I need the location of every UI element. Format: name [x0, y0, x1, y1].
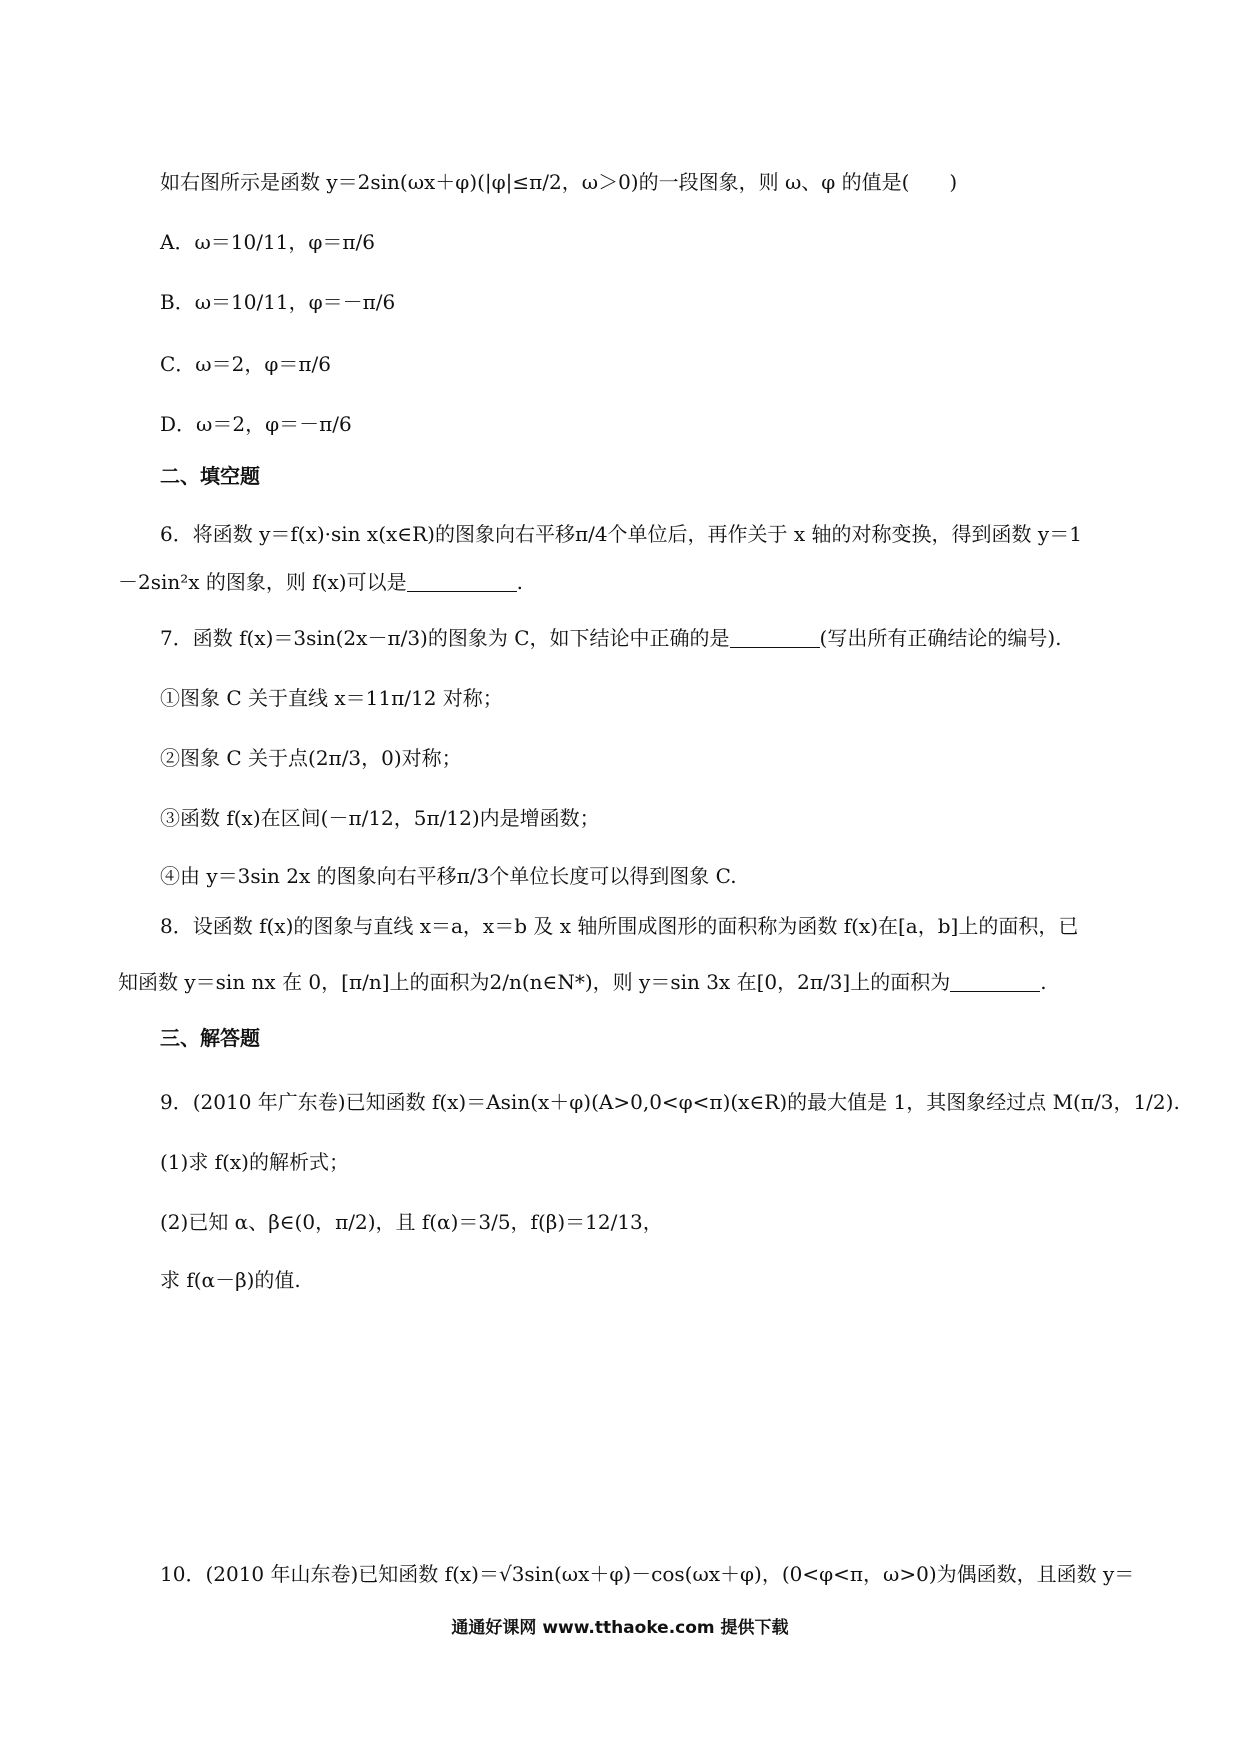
page-footer: 通通好课网 www.tthaoke.com 提供下载 [451, 1618, 789, 1638]
problem-8-line-2 [118, 968, 1047, 996]
problem-10-stem: 10．(2010 年山东卷)已知函数 f(x)＝√3sin(ωx＋φ)－cos(ωx＋φ)，(0<φ<π，ω>0)为偶函数，且函数 y＝ [160, 1562, 1135, 1586]
problem-7-text-end: (写出所有正确结论的编号). [819, 626, 1062, 650]
answer-blank [950, 973, 1040, 992]
problem-6-line-1: 6．将函数 y＝f(x)·sin x(x∈R)的图象向右平移π/4个单位后，再作关于 x 轴的对称变换，得到函数 y＝1 [160, 522, 1082, 546]
problem-5-option-b: B．ω＝10/11，φ＝－π/6 [160, 290, 396, 314]
answer-blank [407, 573, 517, 592]
problem-7-item-1: ①图象 C 关于直线 x＝11π/12 对称； [160, 686, 503, 710]
problem-7-item-2: ②图象 C 关于点(2π/3，0)对称； [160, 746, 462, 770]
problem-7-item-4: ④由 y＝3sin 2x 的图象向右平移π/3个单位长度可以得到图象 C. [160, 864, 737, 888]
problem-8-text: 知函数 y＝sin nx 在 0，[π/n]上的面积为2/n(n∈N*)，则 y＝sin 3x 在[0，2π/3]上的面积为 [118, 970, 951, 994]
problem-6-line-2 [118, 568, 523, 596]
problem-5-option-d: D．ω＝2，φ＝－π/6 [160, 412, 352, 436]
answer-blank [730, 629, 820, 648]
problem-9-part-2b: 求 f(α－β)的值. [160, 1268, 301, 1292]
problem-8-line-1: 8．设函数 f(x)的图象与直线 x＝a，x＝b 及 x 轴所围成图形的面积称为函数 f(x)在[a，b]上的面积，已 [160, 914, 1079, 938]
section-3-heading: 三、解答题 [160, 1026, 260, 1050]
problem-6-period: . [516, 570, 523, 594]
problem-6-text: －2sin²x 的图象，则 f(x)可以是 [118, 570, 407, 594]
problem-8-period: . [1040, 970, 1047, 994]
problem-7-text: 7．函数 f(x)＝3sin(2x－π/3)的图象为 C，如下结论中正确的是 [160, 626, 730, 650]
problem-9-part-2: (2)已知 α、β∈(0，π/2)，且 f(α)＝3/5，f(β)＝12/13， [160, 1210, 663, 1234]
problem-9-part-1: (1)求 f(x)的解析式； [160, 1150, 349, 1174]
problem-5-stem: 如右图所示是函数 y＝2sin(ωx＋φ)(|φ|≤π/2，ω＞0)的一段图象，则 ω、φ 的值是( ) [160, 170, 958, 194]
problem-5-option-a: A．ω＝10/11，φ＝π/6 [160, 230, 375, 254]
problem-5-option-c: C．ω＝2，φ＝π/6 [160, 352, 331, 376]
section-2-heading: 二、填空题 [160, 464, 260, 488]
problem-9-stem: 9．(2010 年广东卷)已知函数 f(x)＝Asin(x＋φ)(A>0,0<φ<π)(x∈R)的最大值是 1，其图象经过点 M(π/3，1/2). [160, 1090, 1180, 1114]
problem-7-item-3: ③函数 f(x)在区间(－π/12，5π/12)内是增函数； [160, 806, 600, 830]
problem-7-stem [160, 624, 1061, 652]
